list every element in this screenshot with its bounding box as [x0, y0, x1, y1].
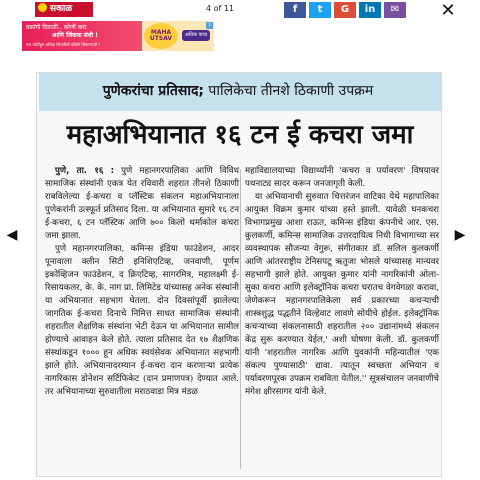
logo-sun-icon — [38, 3, 47, 12]
ad-line-1: वक्रांगी दिवाळी.. कोणी करा — [26, 24, 87, 31]
brand-logo[interactable] — [35, 2, 93, 17]
close-button[interactable]: ✕ — [440, 0, 456, 21]
ad-choices-icon[interactable]: i — [206, 22, 213, 29]
column-divider — [240, 169, 241, 469]
article-paragraph: महाविद्यालयाच्या विद्यार्थ्यांनी 'कचरा व पर्यावरण' विषयावर पथनाट्य सादर करून जनजागृती केली. — [245, 166, 439, 189]
article-headline: महाअभियानात १६ टन ई कचरा जमा — [66, 120, 414, 150]
article-kicker — [37, 81, 439, 100]
top-toolbar — [0, 0, 480, 21]
ad-banner[interactable] — [22, 21, 214, 51]
google-plus-share-icon[interactable]: G — [334, 2, 356, 18]
article-column-left — [45, 165, 239, 399]
ad-line-3: एक कोटींहून अधिक किंमतीची बक्षिसे जिंकण्याची ! — [26, 42, 100, 47]
article-paragraph: या अभियानाची सुरुवात चित्तरंजन वाटिका येथे महापालिका आयुक्त विक्रम कुमार यांच्या हस्ते झाली. यावेळी घनकचरा विभागप्रमुख आशा राऊत, कमिन्स इंडिया कंपनीचे आर. एस. कुलकर्णी, कमिन्स सामाजिक उत्तरदायित्व निधी विभागाच्या सर व्यवस्थापक सौजन्या वेगुरू, संगीतकार डॉ. सलिल कुलकर्णी आणि आंतरराष्ट्रीय टेनिसपटू ऋतुजा भोसले यांच्यासह मान्यवर सहभागी झाले होते. आयुक्त कुमार यांनी नागरिकांनी ओला-सुका कचरा आणि इलेक्ट्रॉनिक कचरा घरातच वेगवेगळा करावा, जेणेकरून महानगरपालिकेला सर्व प्रकारच्या कचऱ्याची शास्त्रशुद्ध पद्धतीने विल्हेवाट लावणे सोयीचे होईल. इलेक्ट्रॉनिक कचऱ्याच्या संकलनासाठी शहरातील २०० उद्यानांमध्ये संकलन केंद्र सुरू करण्यात येईल,' अशी घोषणा केली. डॉ. कुलकर्णी यांनी 'शहरातील नागरिक आणि युवकांनी महिन्यातील 'एक संकल्प पुण्यासाठी' द्यावा. त्यातून स्वच्छता अभियान व पर्यावरणपूरक उपक्रम राबविता येतील.'' सूत्रसंचालन जनवाणीचे मंगेश क्षीरसागर यांनी केले. — [245, 192, 439, 397]
kicker-rest: पालिकेचा तीनशे ठिकाणी उपक्रम — [203, 83, 374, 99]
linkedin-share-icon[interactable]: in — [359, 2, 381, 18]
ad-line-2: आणि जिंकवा संधी ! — [52, 32, 98, 39]
kicker-bold: पुणेकरांचा प्रतिसाद; — [102, 83, 204, 99]
paragraph-text: पुणे महानगरपालिका आणि विविध सामाजिक संस्थांनी एकत्र येत रविवारी शहरात तीनशे ठिकाणी राबविलेल्या ई-कचरा व प्लॅस्टिक संकलन महाअभियानाला पुणेकरांनी उत्स्फूर्त प्रतिसाद दिला. या अभियानात सुमारे १६ टन ई-कचरा, ६ टन प्लॅस्टिक आणि ७०० किलो थर्माकोल कचरा जमा झाला. — [45, 166, 239, 241]
twitter-share-icon[interactable]: t — [309, 2, 331, 18]
facebook-share-icon[interactable]: f — [284, 2, 306, 18]
ad-badge: MAHA UTSAV — [144, 23, 178, 49]
article-column-right — [245, 165, 439, 399]
article-paragraph: पुणे महानगरपालिका, कमिन्स इंडिया फाउंडेशन, आदर पूनावाला क्लीन सिटी इनिशिएटिव्ह, जनवाणी, पूर्णम इकोव्हिजन फाउंडेशन, द क्रिएटिव्ह, सागरमित्र, महालक्ष्मी ई- रिसायकलर, के. के. नाग प्रा. लिमिटेड यांच्यासह अनेक संस्थांनी या अभियानात सहभाग घेतला. दोन दिवसांपूर्वी झालेल्या जागतिक ई-कचरा दिनाचे निमित्त साधत सामाजिक संस्थांनी शहरातील शैक्षणिक संस्थांना भेटी देऊन या अभियानात सामील होण्याचे आवाहन केले होते. त्याला प्रतिसाद देत १७ शैक्षणिक संस्थांकडून १००० हून अधिक स्वयंसेवक अभियानात सहभागी झाले होते. अभियानादरम्यान ई-कचरा दान करणाऱ्या प्रत्येक नागरिकास डोनेशन सर्टिफिकेट (दान प्रमाणपत्र) देण्यात आले. तर अभियानाच्या सुरुवातीला मराठवाडा मित्र मंडळ — [45, 244, 239, 397]
next-page-arrow-icon[interactable]: ▶ — [454, 227, 466, 243]
previous-page-arrow-icon[interactable]: ◀ — [6, 227, 18, 243]
news-clipping — [36, 72, 442, 477]
dateline: पुणे, ता. १६ : — [55, 166, 115, 176]
article-paragraph — [45, 165, 239, 243]
brand-name: सकाळ — [50, 4, 73, 14]
page-counter: 4 of 11 — [205, 4, 235, 13]
ad-cta-button[interactable]: अधिक वाचा — [182, 30, 210, 41]
mail-share-icon[interactable]: ✉ — [384, 2, 406, 18]
